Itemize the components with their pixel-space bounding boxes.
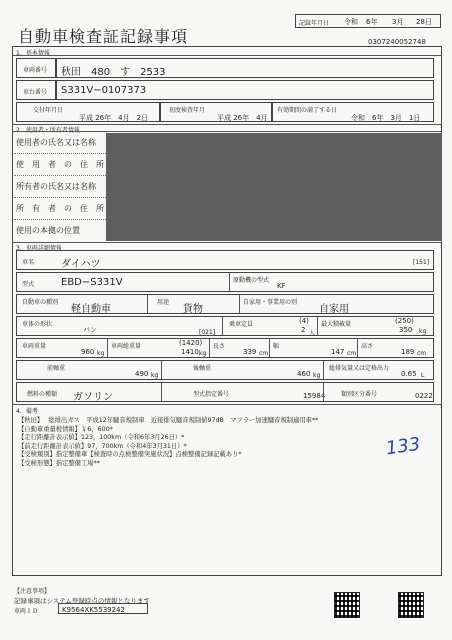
engine-type: KF <box>277 282 286 290</box>
record-date-year: 6年 <box>366 18 378 26</box>
type-approval-number: 15984 <box>303 392 326 400</box>
vehicle-id-label: 車両ＩＤ <box>14 608 39 615</box>
vehicle-id-box <box>58 603 148 614</box>
first-reg-date: 平成 26年 4月 <box>217 114 268 122</box>
user-address-label: 使 用 者 の 住 所 <box>16 160 104 169</box>
gross-weight-original: (1420) <box>179 339 203 347</box>
model-row: 型式 EBD−S331V 原動機の型式 KF <box>16 272 434 292</box>
plate-number: 秋田 480 す 2533 <box>61 67 166 78</box>
expiry-cell: 有効期間の満了する日 令和 6年 3月 1日 <box>272 102 434 122</box>
type-row: 自動車の種別 軽自動車 用途 貨物 自家用・事業用の別 自家用 <box>16 294 434 314</box>
vehicle-id: K9564XK5539242 <box>62 606 125 614</box>
front-axle-weight: 490 <box>135 370 149 378</box>
handwritten-number: 133 <box>384 433 422 460</box>
vehicle-use: 貨物 <box>183 304 203 315</box>
rear-axle-weight: 460 <box>297 370 311 378</box>
document-number: 0307240052748 <box>368 38 426 46</box>
maker-code: [151] <box>413 259 430 266</box>
body-shape: バン <box>83 326 97 334</box>
remark-line-5: 【受検類別】指定整備車【検査時の点検整備実施状況】点検整備記録記載あり* <box>18 451 242 459</box>
fuel-row: 燃料の種類 ガソリン 型式指定番号 15984 類別区分番号 0222 <box>16 382 434 402</box>
maker-name: ダイハツ <box>61 259 101 270</box>
document-title: 自動車検査証記録事項 <box>18 27 189 46</box>
private-or-business: 自家用 <box>319 304 349 315</box>
notes-text: 記録事項はシステム登録時点の情報となります <box>14 597 150 605</box>
notes-label: 【注意事項】 <box>14 588 51 595</box>
plate-label-cell: 車両番号 <box>16 58 56 78</box>
user-name-label: 使用者の氏名又は名称 <box>16 138 96 147</box>
qr-code-2 <box>398 592 424 618</box>
gross-weight: 1410 <box>181 348 199 356</box>
weight-row: 車両重量 960 kg 車両総重量 (1420) 1410 kg 長さ 339 cm 幅 147 cm 高さ 189 cm <box>16 338 434 358</box>
record-date-box <box>295 14 441 28</box>
qr-code-1 <box>334 592 360 618</box>
record-date-month: 3月 <box>392 18 404 26</box>
width: 147 <box>331 348 345 356</box>
vehicle-type: 軽自動車 <box>71 304 111 315</box>
expiry-date: 令和 6年 3月 1日 <box>351 114 421 122</box>
remark-line-2: 【自動車重量税情報】￥6，600* <box>18 425 113 433</box>
height: 189 <box>401 348 415 356</box>
model-code: EBD−S331V <box>61 277 123 288</box>
remark-line-3: 【走行距離計表示値】123，100km（令和6年3月26日）* <box>18 434 185 442</box>
section-remarks: 4．備考 <box>16 408 38 415</box>
owner-name-label: 所有者の氏名又は名称 <box>16 182 96 191</box>
plate-value-cell <box>56 58 434 78</box>
body-shape-code: [021] <box>199 329 216 336</box>
redacted-owner-info <box>106 133 442 241</box>
section-owner-info: 2．使用者・所有者情報 <box>16 127 80 134</box>
owner-address-label: 所 有 者 の 住 所 <box>16 204 104 213</box>
first-reg-cell: 初度検査年月 平成 26年 4月 <box>160 102 272 122</box>
length: 339 <box>243 348 257 356</box>
vin-value-cell <box>56 80 434 100</box>
vin-number: S331V−0107373 <box>61 85 147 96</box>
maker-row: 車名 ダイハツ [151] <box>16 250 434 270</box>
remark-line-4: 【前走行距離計表示値】97，700km（令和4年3月31日）* <box>18 442 187 450</box>
issue-date: 平成 26年 4月 2日 <box>79 114 149 122</box>
displacement: 0.65 <box>401 370 417 378</box>
remark-line-1: 【秋田】 総排出ガス 平成12年騒音規制車 近接排気騒音規制値97dB マフラー加速騒音規制適用車** <box>18 417 319 424</box>
axle-row: 前軸重 490 kg 後軸重 460 kg 総排気量又は定格出力 0.65 L <box>16 360 434 380</box>
max-load-original: (250) <box>395 317 414 325</box>
record-date-era: 令和 <box>344 18 358 26</box>
capacity: 2 <box>301 326 306 334</box>
max-load: 350 <box>399 326 413 334</box>
section-vehicle-details: 3．車両詳細情報 <box>16 245 62 252</box>
capacity-max: (4) <box>299 317 309 325</box>
section-basic-info: 1．基本情報 <box>16 50 50 57</box>
record-date-day: 28日 <box>416 18 432 26</box>
vin-label-cell: 車台番号 <box>16 80 56 100</box>
record-date-label: 記録年月日 <box>299 20 330 27</box>
remarks-block <box>18 415 436 467</box>
issue-date-cell: 交付年月日 平成 26年 4月 2日 <box>16 102 160 122</box>
class-number: 0222 <box>415 392 433 400</box>
base-location-label: 使用の本拠の位置 <box>16 226 80 235</box>
shape-row: 車体の形状 バン [021] 乗車定員 (4) 2 人 最大積載量 (250) 350 kg <box>16 316 434 336</box>
vehicle-weight: 960 <box>81 348 95 356</box>
fuel-type: ガソリン <box>73 392 113 403</box>
remark-line-6: 【受検形態】指定整備工場** <box>18 459 100 467</box>
